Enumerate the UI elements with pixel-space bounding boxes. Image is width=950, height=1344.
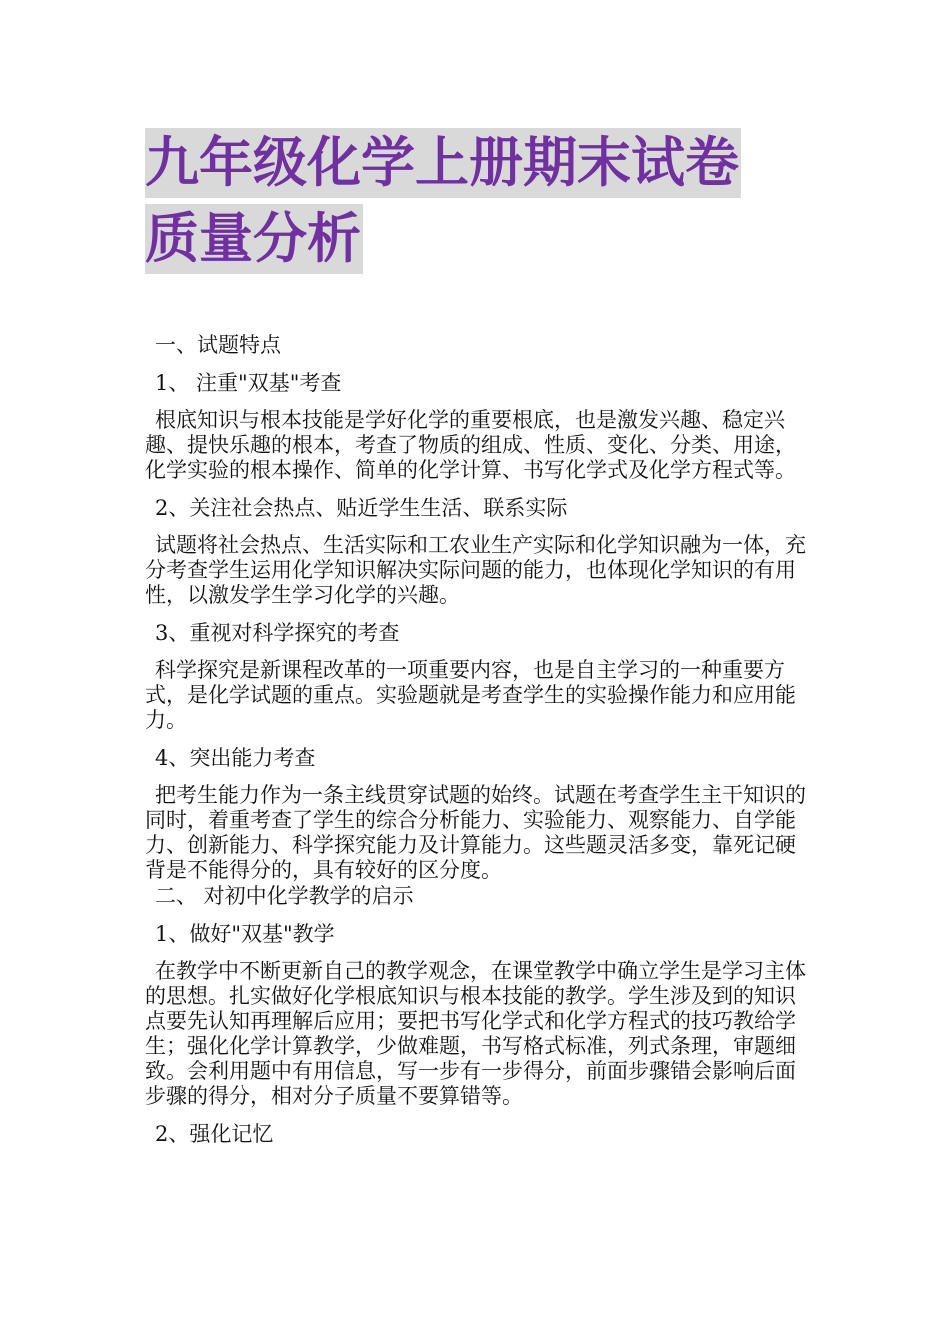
title-line-2: 质量分析 bbox=[145, 204, 363, 274]
section-heading-1: 一、试题特点 bbox=[155, 333, 281, 357]
item-heading-1-4: 4、突出能力考查 bbox=[155, 746, 316, 770]
document-title bbox=[145, 128, 810, 280]
item-heading-1-1: 1、 注重"双基"考查 bbox=[155, 371, 342, 395]
paragraph-1-2: 试题将社会热点、生活实际和工农业生产实际和化学知识融为一体，充分考查学生运用化学知识解决实际问题的能力，也体现化学知识的有用性，以激发学生学习化学的兴趣。 bbox=[145, 533, 806, 607]
paragraph-1-4: 把考生能力作为一条主线贯穿试题的始终。试题在考查学生主干知识的同时，着重考查了学生的综合分析能力、实验能力、观察能力、自学能力、创新能力、科学探究能力及计算能力。这些题灵活多变，靠死记硬背是不能得分的，具有较好的区分度。 bbox=[145, 783, 806, 882]
paragraph-2-1: 在教学中不断更新自己的教学观念，在课堂教学中确立学生是学习主体的思想。扎实做好化学根底知识与根本技能的教学。学生涉及到的知识点要先认知再理解后应用；要把书写化学式和化学方程式的技巧教给学生；强化化学计算教学，少做难题，书写格式标准，列式条理，审题细致。会利用题中有用信息，写一步有一步得分，前面步骤错会影响后面步骤的得分，相对分子质量不要算错等。 bbox=[145, 959, 806, 1108]
item-heading-2-1: 1、做好"双基"教学 bbox=[155, 922, 335, 946]
document-page bbox=[145, 128, 810, 1147]
section-heading-2: 二、 对初中化学教学的启示 bbox=[155, 884, 414, 908]
title-line-1: 九年级化学上册期末试卷 bbox=[145, 128, 741, 198]
paragraph-1-1: 根底知识与根本技能是学好化学的重要根底，也是激发兴趣、稳定兴趣、提快乐趣的根本，考查了物质的组成、性质、变化、分类、用途，化学实验的根本操作、简单的化学计算、书写化学式及化学方程式等。 bbox=[145, 408, 796, 482]
document-body bbox=[145, 332, 810, 1147]
item-heading-1-2: 2、关注社会热点、贴近学生生活、联系实际 bbox=[155, 496, 568, 520]
paragraph-1-3: 科学探究是新课程改革的一项重要内容，也是自主学习的一种重要方式，是化学试题的重点。实验题就是考查学生的实验操作能力和应用能力。 bbox=[145, 658, 796, 732]
item-heading-2-2: 2、强化记忆 bbox=[155, 1122, 274, 1146]
item-heading-1-3: 3、重视对科学探究的考查 bbox=[155, 621, 400, 645]
